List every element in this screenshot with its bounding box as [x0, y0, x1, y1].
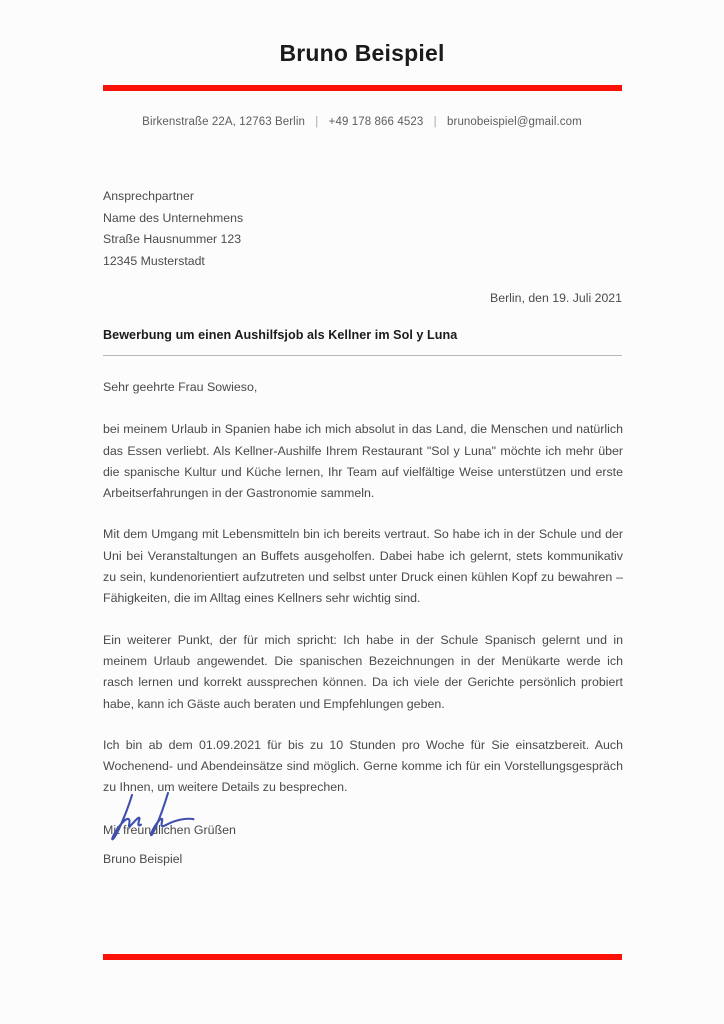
accent-rule-bottom [103, 954, 622, 960]
subject-divider [103, 355, 622, 356]
closing-phrase: Mit freundlichen Grüßen [103, 822, 236, 837]
body-paragraph: bei meinem Urlaub in Spanien habe ich mich absolut in das Land, die Menschen und natürlich das Essen verliebt. Als Kellner-Aushilfe Ihrem Restaurant "Sol y Luna" möchte ich mehr über die spanische Kultur und Küche lernen, Ihr Team auf vielfältige Weise unterstützen und erste Arbeitserfahrungen in der Gastronomie sammeln. [103, 422, 623, 501]
contact-separator-1: | [315, 116, 319, 128]
recipient-line: Name des Unternehmens [103, 210, 244, 225]
recipient-line: Ansprechpartner [103, 189, 194, 203]
recipient-line: 12345 Musterstadt [103, 253, 205, 268]
recipient-address-block [103, 186, 243, 272]
letter-body [103, 377, 623, 841]
contact-email: brunobeispiel@gmail.com [447, 116, 582, 128]
body-paragraph: Ein weiterer Punkt, der für mich spricht: Ich habe in der Schule Spanisch gelernt und in meinem Urlaub angewendet. Die spanischen Bezeichnungen in der Menükarte werde ich rasch lernen und korrekt aussprechen können. Da ich viele der Gerichte persönlich probiert habe, kann ich Gäste auch beraten und Empfehlungen geben. [103, 632, 623, 711]
contact-address: Birkenstraße 22A, 12763 Berlin [142, 116, 305, 128]
contact-separator-2: | [433, 116, 437, 128]
signature-image [106, 792, 226, 844]
signer-name: Bruno Beispiel [103, 852, 183, 866]
contact-line [0, 116, 724, 128]
recipient-line: Straße Hausnummer 123 [103, 232, 242, 246]
body-paragraph: Mit dem Umgang mit Lebensmitteln bin ich bereits vertraut. So habe ich in der Schule und der Uni bei Veranstaltungen an Buffets ausgeholfen. Dabei habe ich gelernt, stets kommunikativ zu sein, kundenorientiert aufzutreten und selbst unter Druck einen kühlen Kopf zu bewahren – Fähigkeiten, die im Alltag eines Kellners sehr wichtig sind. [103, 527, 623, 606]
subject-line: Bewerbung um einen Aushilfsjob als Kellner im Sol y Luna [103, 328, 458, 342]
salutation: Sehr geehrte Frau Sowieso, [103, 380, 258, 394]
contact-phone: +49 178 866 4523 [328, 116, 424, 128]
body-paragraph: Ich bin ab dem 01.09.2021 für bis zu 10 Stunden pro Woche für Sie einsatzbereit. Auch Wochenend- und Abendeinsätze sind möglich. Gerne komme ich für ein Vorstellungsgespräch zu Ihnen, um weitere Details zu besprechen. [103, 737, 623, 795]
page-title: Bruno Beispiel [279, 40, 445, 66]
date-line: Berlin, den 19. Juli 2021 [490, 291, 622, 305]
accent-rule-top [103, 85, 622, 91]
